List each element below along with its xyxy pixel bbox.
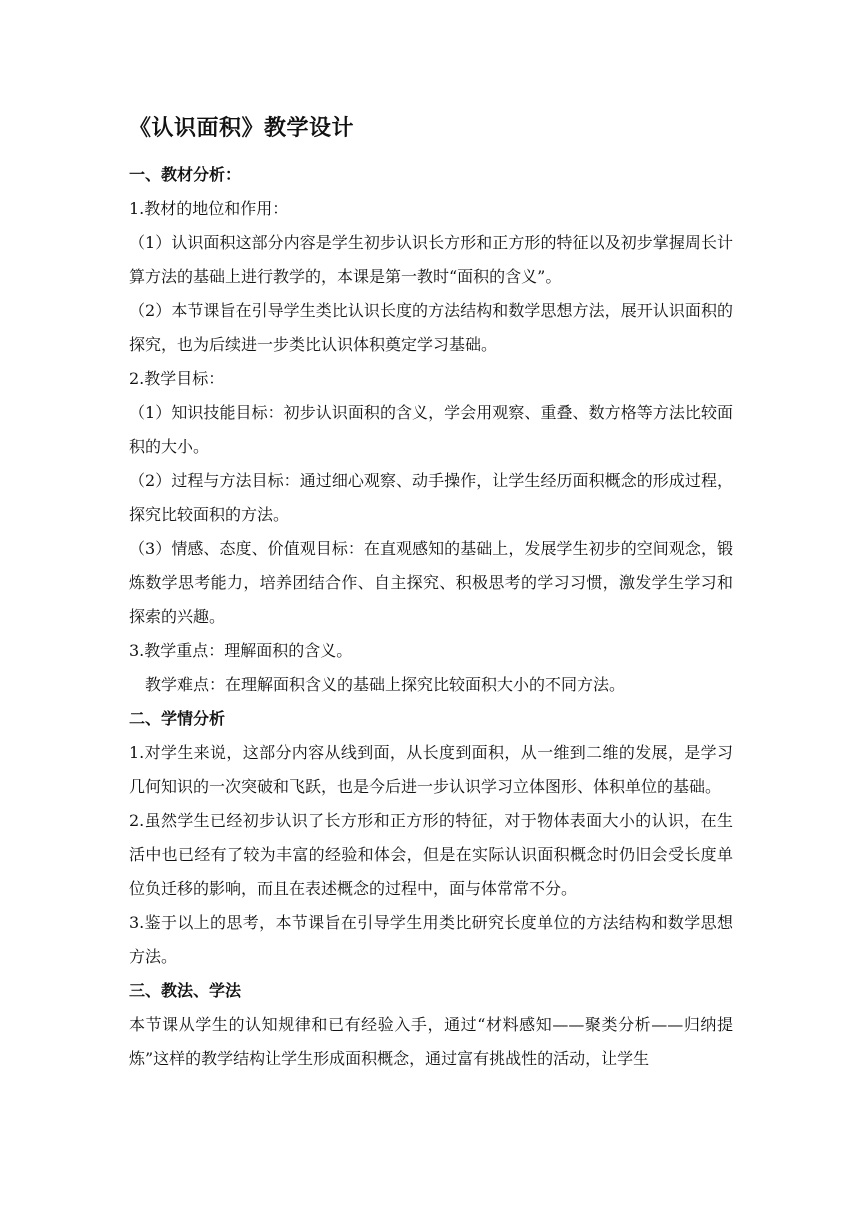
section-heading-methods: 三、教法、学法 <box>129 981 242 1000</box>
paragraph-goals: 2.教学目标： <box>129 369 225 388</box>
paragraph-role: 1.教材的地位和作用： <box>129 199 289 218</box>
paragraph-student-2: 2.虽然学生已经初步认识了长方形和正方形的特征，对于物体表面大小的认识，在生活中也已经有了较为丰富的经验和体会，但是在实际认识面积概念时仍旧会受长度单位负迁移的影响，而且在表述概念的过程中，面与体常常不分。 <box>129 811 733 898</box>
paragraph-goal-3: （3）情感、态度、价值观目标：在直观感知的基础上，发展学生初步的空间观念，锻炼数学思考能力，培养团结合作、自主探究、积极思考的学习习惯，激发学生学习和探索的兴趣。 <box>129 539 733 626</box>
paragraph-methods: 本节课从学生的认知规律和已有经验入手，通过“材料感知——聚类分析——归纳提炼”这样的教学结构让学生形成面积概念，通过富有挑战性的活动，让学生 <box>129 1015 733 1068</box>
paragraph-student-1: 1.对学生来说，这部分内容从线到面，从长度到面积，从一维到二维的发展，是学习几何知识的一次突破和飞跃，也是今后进一步认识学习立体图形、体积单位的基础。 <box>129 743 733 796</box>
paragraph-role-1: （1）认识面积这部分内容是学生初步认识长方形和正方形的特征以及初步掌握周长计算方法的基础上进行教学的，本课是第一教时“面积的含义”。 <box>129 233 733 286</box>
paragraph-key-point: 3.教学重点：理解面积的含义。 <box>129 641 353 660</box>
document-title: 《认识面积》教学设计 <box>129 115 355 141</box>
section-heading-textbook-analysis: 一、教材分析： <box>129 165 242 184</box>
paragraph-role-2: （2）本节课旨在引导学生类比认识长度的方法结构和数学思想方法，展开认识面积的探究，也为后续进一步类比认识体积奠定学习基础。 <box>129 301 733 354</box>
document-body <box>129 112 733 1076</box>
paragraph-goal-2: （2）过程与方法目标：通过细心观察、动手操作，让学生经历面积概念的形成过程，探究比较面积的方法。 <box>129 471 733 524</box>
paragraph-student-3: 3.鉴于以上的思考，本节课旨在引导学生用类比研究长度单位的方法结构和数学思想方法。 <box>129 913 733 966</box>
section-heading-student-analysis: 二、学情分析 <box>129 709 226 728</box>
paragraph-goal-1: （1）知识技能目标：初步认识面积的含义，学会用观察、重叠、数方格等方法比较面积的大小。 <box>129 403 733 456</box>
paragraph-difficulty: 教学难点：在理解面积含义的基础上探究比较面积大小的不同方法。 <box>145 675 626 694</box>
